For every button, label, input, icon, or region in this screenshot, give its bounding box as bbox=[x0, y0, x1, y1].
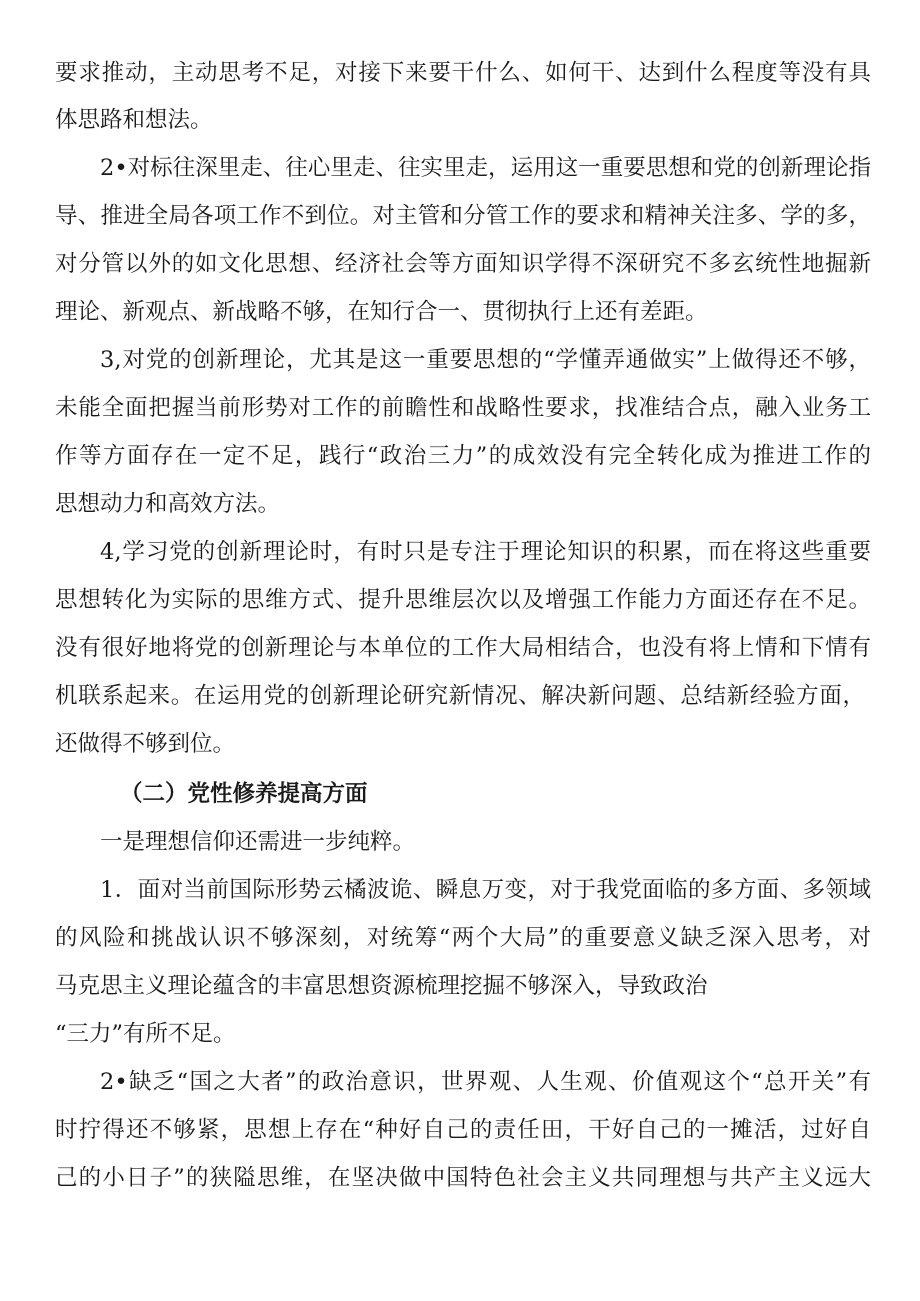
paragraph-start-1: 1．面对当前国际形势云橘波诡、瞬息万变，对于我党面临的多方面、多领域 bbox=[100, 877, 871, 903]
text-line: 思想转化为实际的思维方式、提升思维层次以及增强工作能力方面还存在不足。 bbox=[55, 587, 871, 613]
text-line: “三力”有所不足。 bbox=[55, 1021, 236, 1047]
text-line: 导、推进全局各项工作不到位。对主管和分管工作的要求和精神关注多、学的多， bbox=[55, 203, 871, 229]
text-line: 体思路和想法。 bbox=[55, 107, 213, 133]
text-line: 时拧得还不够紧，思想上存在“种好自己的责任田，干好自己的一摊活，过好自 bbox=[55, 1117, 871, 1143]
text-line: 马克思主义理论蕴含的丰富思想资源梳理挖掘不够深入，导致政治 bbox=[55, 973, 708, 999]
text-line: 的风险和挑战认识不够深刻，对统筹“两个大局”的重要意义缺乏深入思考，对 bbox=[55, 925, 871, 951]
paragraph-start-3: 3,对党的创新理论，尤其是这一重要思想的“学懂弄通做实”上做得还不够， bbox=[100, 347, 871, 373]
subsection-title: 一是理想信仰还需进一步纯粹。 bbox=[100, 829, 416, 855]
text-line: 要求推动，主动思考不足，对接下来要干什么、如何干、达到什么程度等没有具 bbox=[55, 60, 871, 86]
paragraph-start-4: 4,学习党的创新理论时，有时只是专注于理论知识的积累，而在将这些重要 bbox=[100, 539, 871, 565]
paragraph-start-2: 2•对标往深里走、往心里走、往实里走，运用这一重要思想和党的创新理论指 bbox=[100, 155, 871, 181]
text-line: 思想动力和高效方法。 bbox=[55, 491, 281, 517]
text-line: 还做得不够到位。 bbox=[55, 731, 236, 757]
text-line: 未能全面把握当前形势对工作的前瞻性和战略性要求，找准结合点，融入业务工 bbox=[55, 395, 871, 421]
section-heading: （二）党性修养提高方面 bbox=[120, 781, 368, 807]
text-line: 没有很好地将党的创新理论与本单位的工作大局相结合，也没有将上情和下情有 bbox=[55, 635, 871, 661]
paragraph-start-2b: 2•缺乏“国之大者”的政治意识，世界观、人生观、价值观这个“总开关”有 bbox=[100, 1069, 871, 1095]
text-line: 对分管以外的如文化思想、经济社会等方面知识学得不深研究不多玄统性地掘新 bbox=[55, 251, 871, 277]
text-line: 理论、新观点、新战略不够，在知行合一、贯彻执行上还有差距。 bbox=[55, 299, 708, 325]
text-line: 作等方面存在一定不足，践行“政治三力”的成效没有完全转化成为推进工作的 bbox=[55, 443, 871, 469]
text-line: 机联系起来。在运用党的创新理论研究新情况、解决新问题、总结新经验方面， bbox=[55, 683, 865, 709]
text-line: 己的小日子”的狭隘思维，在坚决做中国特色社会主义共同理想与共产主义远大 bbox=[55, 1165, 871, 1191]
